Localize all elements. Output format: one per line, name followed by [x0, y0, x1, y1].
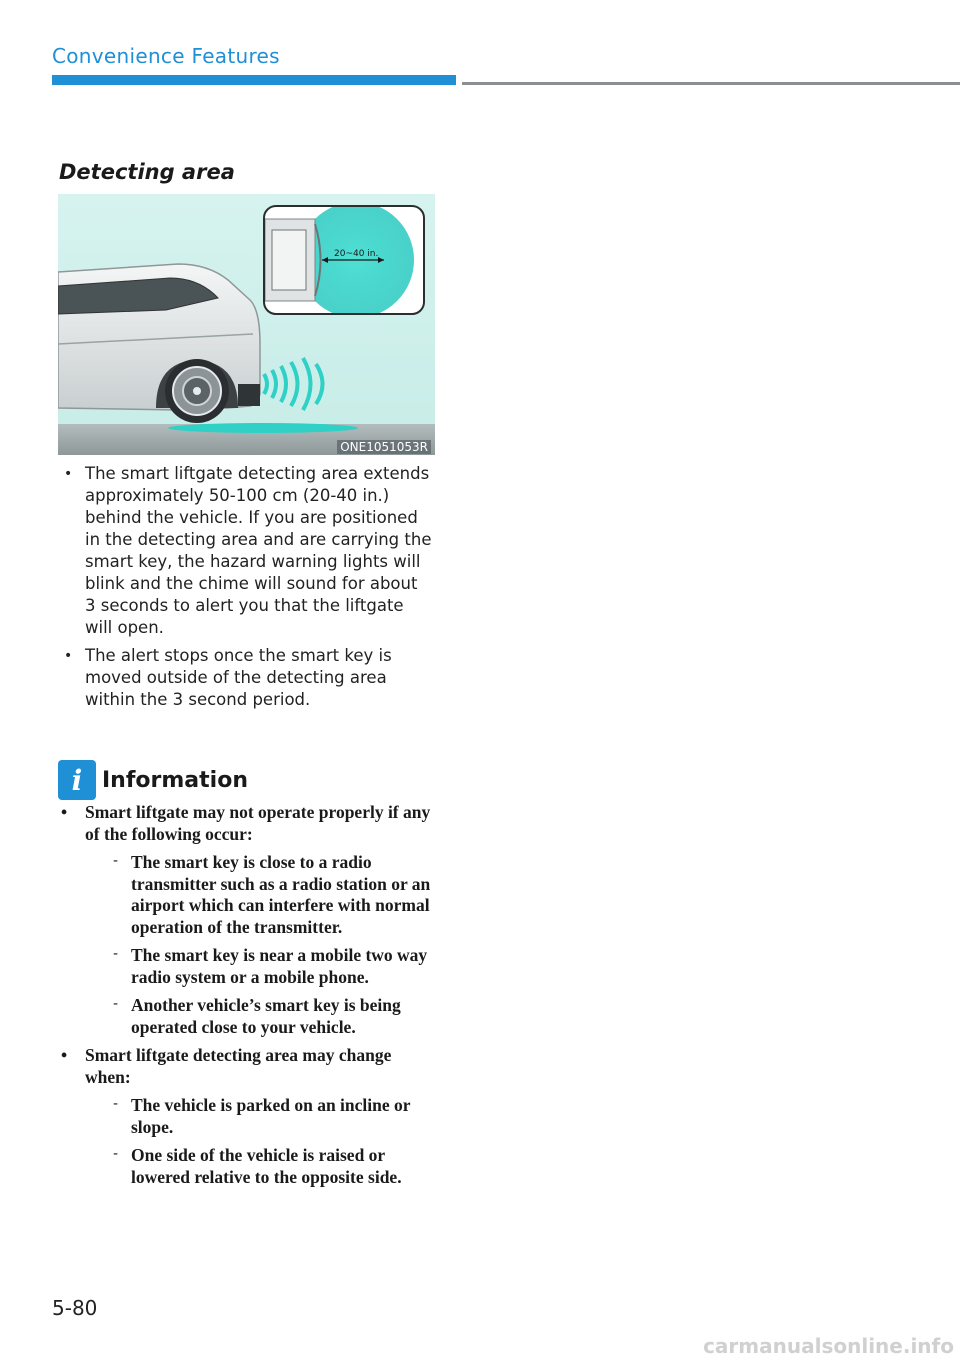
sub-item: - Another vehicle’s smart key is being operated close to your vehicle.: [113, 995, 401, 1037]
bullet-icon: •: [61, 802, 68, 822]
list-item: • The alert stops once the smart key is moved outside of the detecting area within the 3 second period.: [64, 646, 392, 709]
bullet-icon: •: [61, 1045, 68, 1065]
sub-item: - The smart key is near a mobile two way radio system or a mobile phone.: [113, 945, 428, 987]
car-illustration: [58, 194, 435, 455]
info-icon: i: [58, 760, 96, 800]
sub-item: - The smart key is close to a radio transmitter such as a radio station or an airport which can interfere with normal operation of the transmitter.: [113, 852, 431, 937]
sub-item: - The vehicle is parked on an incline or slope.: [113, 1095, 411, 1137]
bullet-icon: •: [64, 648, 73, 664]
bullet-icon: •: [64, 466, 73, 482]
dash-icon: -: [113, 1096, 119, 1112]
header-accent-bar: [52, 75, 456, 85]
watermark: carmanualsonline.info: [703, 1334, 954, 1358]
detecting-area-notes: [62, 463, 432, 717]
dash-icon: -: [113, 1146, 119, 1162]
figure-code: ONE1051053R: [337, 440, 431, 454]
information-list: [58, 802, 438, 1195]
list-item: • Smart liftgate may not operate properly if any of the following occur: - The smart key is close to a radio transmitter such as a radio station or an airport which can interfere with normal operation of the transmitter. - The smart key is near a mobile two way radio system or a mobile phone. - Another vehicle’s smart key is being operated close to your vehicle.: [58, 802, 438, 1038]
list-item: • The smart liftgate detecting area extends approximately 50-100 cm (20-40 in.) behind the vehicle. If you are positioned in the detecting area and are carrying the smart key, the hazard warning lights will blink and the chime will sound for about 3 seconds to alert you that the liftgate will open.: [64, 464, 432, 637]
detecting-area-illustration: [58, 194, 435, 455]
dash-icon: -: [113, 996, 119, 1012]
sub-item: - One side of the vehicle is raised or lowered relative to the opposite side.: [113, 1145, 402, 1187]
page-title: Detecting area: [59, 160, 235, 184]
list-item: • Smart liftgate detecting area may change when: - The vehicle is parked on an incline or slope. - One side of the vehicle is raised or lowered relative to the opposite side.: [58, 1045, 438, 1188]
distance-label: 20~40 in.: [334, 249, 379, 259]
dash-icon: -: [113, 853, 119, 869]
header-divider: [462, 82, 960, 85]
dash-icon: -: [113, 946, 119, 962]
information-heading: [58, 760, 248, 800]
section-header: Convenience Features: [52, 44, 280, 68]
page-number: 5-80: [52, 1296, 98, 1320]
information-title: Information: [102, 767, 248, 793]
